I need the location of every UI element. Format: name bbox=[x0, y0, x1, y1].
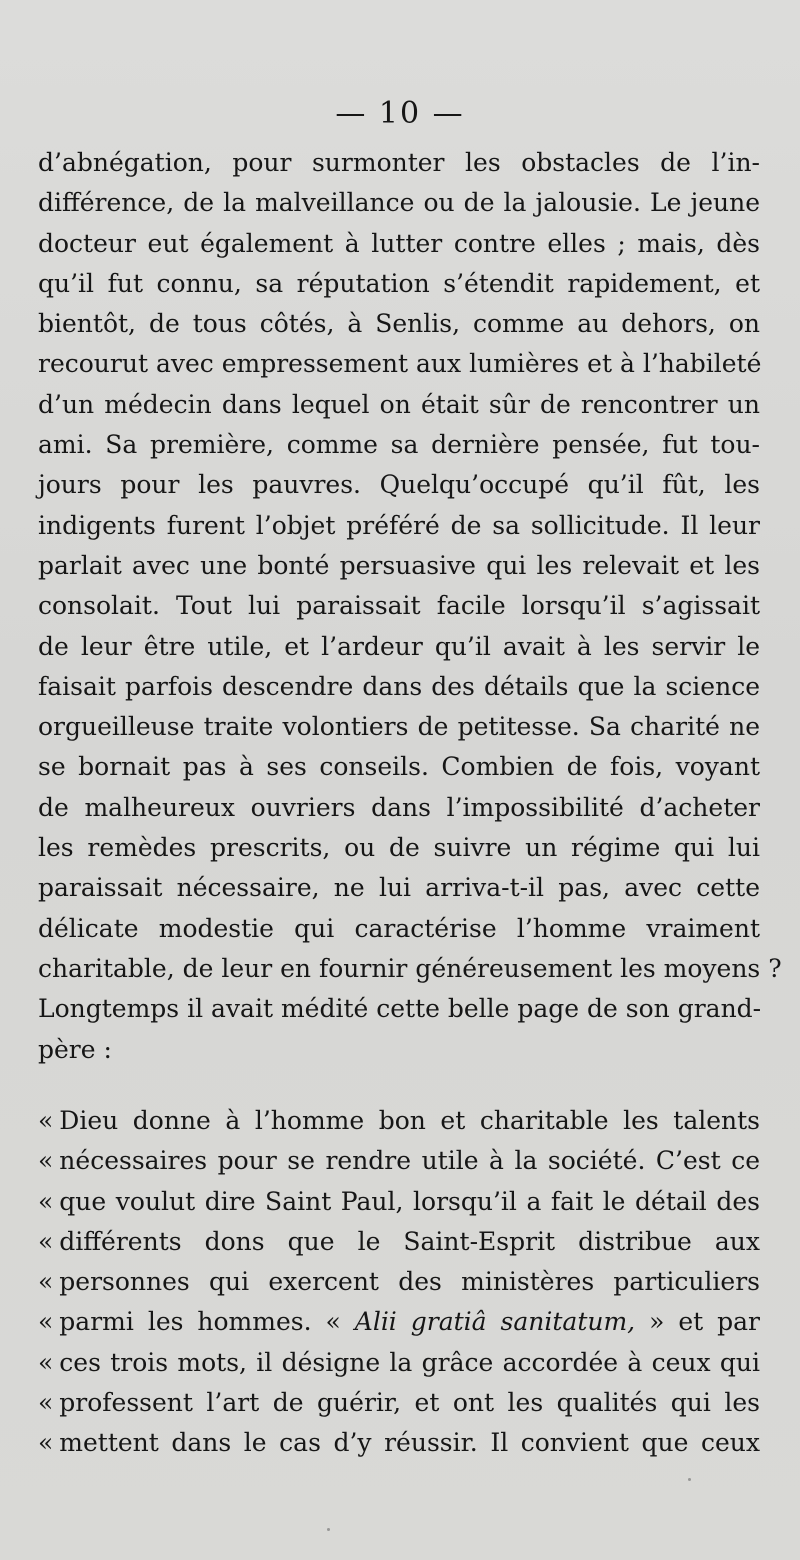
text-line: recourut avec empressement aux lumières et à l’habileté bbox=[38, 349, 762, 379]
quote-line-text: ces trois mots, il désigne la grâce accordée à ceux qui bbox=[59, 1347, 760, 1377]
text-line: délicate modestie qui caractérise l’homme vraiment bbox=[38, 913, 760, 943]
quote-line-text: parmi les hommes. « bbox=[59, 1307, 355, 1337]
text-line: qu’il fut connu, sa réputation s’étendit rapidement, et bbox=[38, 268, 760, 298]
quote-mark: « bbox=[38, 1186, 54, 1216]
text-line: se bornait pas à ses conseils. Combien de fois, voyant bbox=[38, 752, 760, 782]
quote-line bbox=[38, 1423, 760, 1463]
quote-line bbox=[38, 1182, 760, 1222]
text-line: jours pour les pauvres. Quelqu’occupé qu’il fût, les bbox=[38, 470, 760, 500]
quote-mark: « bbox=[38, 1226, 54, 1256]
quote-mark: « bbox=[38, 1388, 54, 1418]
text-line: de leur être utile, et l’ardeur qu’il avait à les servir le bbox=[38, 631, 760, 661]
quote-line-text: Dieu donne à l’homme bon et charitable les talents bbox=[59, 1106, 760, 1135]
quote-mark: « bbox=[38, 1347, 54, 1377]
text-line: différence, de la malveillance ou de la jalousie. Le jeune bbox=[38, 188, 760, 218]
latin-quotation: Alii gratiâ sanitatum, bbox=[354, 1307, 636, 1337]
text-line: docteur eut également à lutter contre elles ; mais, dès bbox=[38, 228, 760, 258]
text-line: bientôt, de tous côtés, à Senlis, comme au dehors, on bbox=[38, 309, 760, 339]
quote-line-text: différents dons que le Saint-Esprit distribue aux bbox=[59, 1226, 760, 1256]
quote-line bbox=[38, 1343, 760, 1383]
text-line: Longtemps il avait médité cette belle page de son grand- bbox=[38, 994, 762, 1024]
text-line: les remèdes prescrits, ou de suivre un régime qui lui bbox=[38, 833, 760, 863]
quote-line bbox=[38, 1222, 760, 1262]
quote-line-text: nécessaires pour se rendre utile à la société. C’est ce bbox=[59, 1146, 760, 1176]
quote-line bbox=[38, 1101, 760, 1141]
text-line: parlait avec une bonté persuasive qui les relevait et les bbox=[38, 550, 760, 580]
quote-line-text: professent l’art de guérir, et ont les qualités qui les bbox=[59, 1388, 760, 1418]
quote-line-text: mettent dans le cas d’y réussir. Il convient que ceux bbox=[59, 1428, 760, 1458]
quotation-block bbox=[38, 1101, 760, 1464]
quote-line-text: » et par bbox=[635, 1307, 761, 1337]
text-line: paraissait nécessaire, ne lui arriva-t-il pas, avec cette bbox=[38, 873, 760, 903]
text-line: faisait parfois descendre dans des détails que la science bbox=[38, 671, 760, 701]
text-line: père : bbox=[38, 1034, 112, 1064]
quote-mark: « bbox=[38, 1428, 54, 1458]
quote-line bbox=[38, 1262, 760, 1302]
text-line: de malheureux ouvriers dans l’impossibilité d’acheter bbox=[38, 792, 760, 822]
body-paragraph bbox=[38, 143, 782, 1070]
text-line: orgueilleuse traite volontiers de petitesse. Sa charité ne bbox=[38, 712, 760, 742]
paper-speck bbox=[327, 1528, 330, 1531]
text-line: d’un médecin dans lequel on était sûr de rencontrer un bbox=[38, 389, 760, 419]
page-number: — 10 — bbox=[335, 96, 465, 131]
text-line: consolait. Tout lui paraissait facile lorsqu’il s’agissait bbox=[38, 591, 760, 621]
text-line: charitable, de leur en fournir généreusement les moyens ? bbox=[38, 953, 782, 983]
quote-line bbox=[38, 1302, 760, 1342]
quote-mark: « bbox=[38, 1267, 54, 1297]
quote-mark: « bbox=[38, 1307, 54, 1337]
text-line: d’abnégation, pour surmonter les obstacles de l’in- bbox=[38, 148, 760, 177]
quote-mark: « bbox=[38, 1146, 54, 1176]
quote-line-text: personnes qui exercent des ministères particuliers bbox=[59, 1267, 760, 1297]
quote-line bbox=[38, 1141, 760, 1181]
paper-speck bbox=[688, 1478, 691, 1481]
quote-line bbox=[38, 1383, 760, 1423]
text-line: indigents furent l’objet préféré de sa sollicitude. Il leur bbox=[38, 510, 760, 540]
quote-line-text: que voulut dire Saint Paul, lorsqu’il a fait le détail des bbox=[59, 1186, 760, 1216]
quote-mark: « bbox=[38, 1106, 54, 1135]
text-line: ami. Sa première, comme sa dernière pensée, fut tou- bbox=[38, 430, 760, 460]
